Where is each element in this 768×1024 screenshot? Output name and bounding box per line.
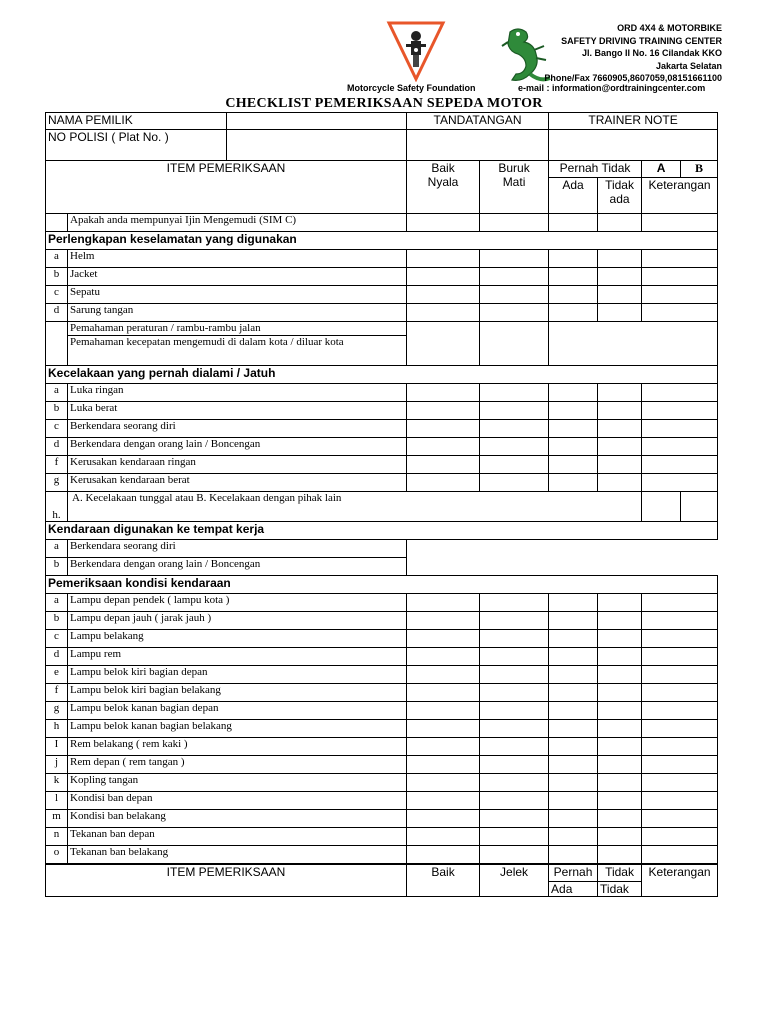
list-item: Lampu rem [68,648,407,666]
org-line: ORD 4X4 & MOTORBIKE [617,23,722,33]
list-item: Helm [68,250,407,268]
org-line: Jl. Bango II No. 16 Cilandak KKO [581,48,722,58]
checklist-table: NAMA PEMILIK TANDATANGAN TRAINER NOTE NO POLISI ( Plat No. ) ITEM PEMERIKSAAN Baik Nyala Buruk Mati Pernah Tidak A B Ada Tidak ada Keterangan Apakah anda mempunyai Ijin Mengemudi (SIM C) Perlengkapan keselamatan yang digunakan a Helm b Jacket c Sepatu d Sarung tangan Pemahaman peraturan / rambu-rambu jalan Pemahaman kecepatan mengemudi di dalam kota / diluar kota Kecelakaan yang pernah dialami / Jatuh a Luka ringan b Luka berat c Berkendara seorang diri d Berkendara dengan orang lain / Boncengan f Kerusakan kendaraan ringan g Kerusakan kendaraan berat h. A. Kecelakaan tunggal atau B. Kecelakaan dengan pihak lain Kendaraan digunakan ke tempat kerja a Berkendara seorang diri b Berkendara dengan orang lain / Boncengan Pemeriksaan kondisi kendaraan a Lampu depan pendek ( lampu kota ) b Lampu depan jauh ( jarak jauh ) c Lampu belakang d Lampu rem e Lampu belok kiri bagian depan f Lampu belok kiri bagian belakang g Lampu belok kanan bagian depan h Lampu belok kanan bagian belakang I Rem belakang ( rem kaki ) j Rem depan ( rem tangan ) k Kopling tangan l Kondisi ban depan m Kondisi ban belakang n Tekanan ban depan o Tekanan ban belakang ITEM PEMERIKSAAN Baik Jelek Pernah Tidak Keterangan Ada Tidak [45,112,718,897]
section-title: Kendaraan digunakan ke tempat kerja [46,522,718,540]
email-line: e-mail : information@ordtrainingcenter.com [518,83,706,93]
ada-header: Ada [549,178,598,214]
no-polisi-field[interactable] [227,130,407,161]
section-title: Perlengkapan keselamatan yang digunakan [46,232,718,250]
list-item: Lampu belok kiri bagian belakang [68,684,407,702]
no-polisi-label: NO POLISI ( Plat No. ) [46,130,227,161]
list-item: Kerusakan kendaraan berat [68,474,407,492]
list-item: Luka berat [68,402,407,420]
list-item: Berkendara seorang diri [68,420,407,438]
list-item: Lampu depan jauh ( jarak jauh ) [68,612,407,630]
list-item: Kerusakan kendaraan ringan [68,456,407,474]
trainer-note-field[interactable] [549,130,718,161]
list-item: Luka ringan [68,384,407,402]
motorcycle-safety-foundation-logo [386,20,446,82]
list-item: Berkendara dengan orang lain / Boncengan [68,558,407,576]
option-b-box[interactable] [681,492,718,522]
list-item: Tekanan ban belakang [68,846,407,865]
tandatangan-field[interactable] [407,130,549,161]
nama-pemilik-label: NAMA PEMILIK [46,113,227,130]
footer-baik-header: Baik [407,864,480,896]
msf-label: Motorcycle Safety Foundation [347,83,476,93]
list-item: A. Kecelakaan tunggal atau B. Kecelakaan dengan pihak lain [68,492,642,522]
sim-question: Apakah anda mempunyai Ijin Mengemudi (SIM C) [68,214,407,232]
baik-nyala-header: Baik Nyala [407,161,480,214]
keterangan-header: Keterangan [642,178,718,214]
list-item: Sepatu [68,286,407,304]
section-title: Pemeriksaan kondisi kendaraan [46,576,718,594]
footer-jelek-header: Jelek [480,864,549,896]
list-item: Pemahaman peraturan / rambu-rambu jalan [68,322,407,336]
list-item: Lampu belok kanan bagian depan [68,702,407,720]
trainer-note-label: TRAINER NOTE [549,113,718,130]
list-item: Sarung tangan [68,304,407,322]
footer-keterangan-header: Keterangan [642,864,718,896]
list-item: Rem depan ( rem tangan ) [68,756,407,774]
organization-info [544,22,722,85]
footer-pernah-header: Pernah [549,864,598,881]
list-item: Pemahaman kecepatan mengemudi di dalam kota / diluar kota [68,336,407,366]
org-line: SAFETY DRIVING TRAINING CENTER [561,35,722,46]
list-item: Lampu belok kanan bagian belakang [68,720,407,738]
col-b-header: B [681,161,718,178]
footer-tidak-header: Tidak [598,864,642,881]
footer-item-header: ITEM PEMERIKSAAN [46,864,407,896]
nama-pemilik-field[interactable] [227,113,407,130]
buruk-mati-header: Buruk Mati [480,161,549,214]
list-item: Tekanan ban depan [68,828,407,846]
page-title: CHECKLIST PEMERIKSAAN SEPEDA MOTOR [225,96,543,111]
option-a-box[interactable] [642,492,681,522]
footer-tidak2-header: Tidak [598,881,642,896]
tidak-ada-header: Tidak ada [598,178,642,214]
list-item: Lampu depan pendek ( lampu kota ) [68,594,407,612]
list-item: Berkendara seorang diri [68,540,407,558]
list-item: Lampu belakang [68,630,407,648]
footer-ada-header: Ada [549,881,598,896]
org-line: Phone/Fax 7660905,8607059,08151661100 [544,73,722,83]
section-title: Kecelakaan yang pernah dialami / Jatuh [46,366,718,384]
tandatangan-label: TANDATANGAN [407,113,549,130]
list-item: Lampu belok kiri bagian depan [68,666,407,684]
list-item: Berkendara dengan orang lain / Boncengan [68,438,407,456]
pernah-tidak-header: Pernah Tidak [549,161,642,178]
list-item: Jacket [68,268,407,286]
item-header: ITEM PEMERIKSAAN [46,161,407,214]
org-line: Jakarta Selatan [655,60,722,71]
col-a-header: A [642,161,681,178]
list-item: Kondisi ban belakang [68,810,407,828]
list-item: Rem belakang ( rem kaki ) [68,738,407,756]
list-item: Kopling tangan [68,774,407,792]
list-item: Kondisi ban depan [68,792,407,810]
